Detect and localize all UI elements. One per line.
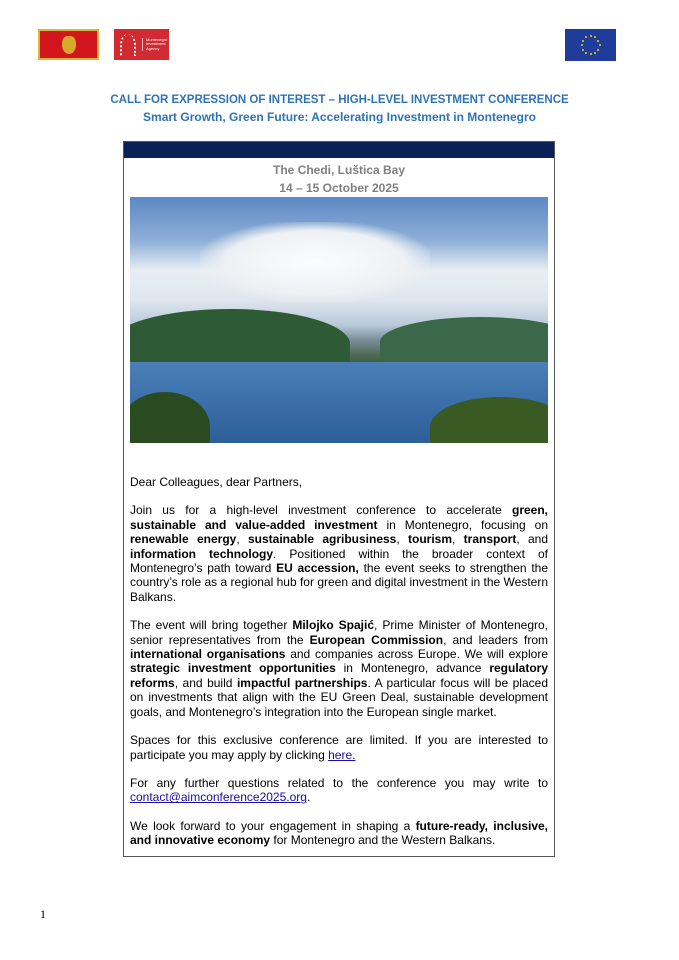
eu-flag-logo <box>565 29 616 61</box>
document-subtitle: Smart Growth, Green Future: Accelerating Investment in Montenegro <box>143 110 536 124</box>
text: , <box>236 532 248 547</box>
star-icon <box>585 52 587 54</box>
bold-text: European Commission <box>309 632 444 647</box>
paragraph <box>130 503 548 604</box>
bold-text: future-ready, inclusive, and innovative economy <box>130 818 549 848</box>
text: . Positioned within the broader context of Montenegro’s path toward <box>130 546 548 576</box>
star-icon <box>597 40 599 42</box>
star-icon <box>597 49 599 51</box>
paragraph <box>130 733 548 762</box>
paragraph <box>130 618 548 719</box>
text: , and leaders from <box>443 632 548 647</box>
paragraph <box>130 776 548 805</box>
bay-landscape-photo <box>130 197 548 443</box>
letter-body <box>130 475 548 862</box>
text: , and build <box>174 675 237 690</box>
paragraph <box>130 819 548 848</box>
text: The event will bring together <box>130 618 293 633</box>
bold-text: international organisations <box>130 647 286 662</box>
bold-text: regulatory reforms <box>130 661 548 690</box>
investment-agency-logo: Montenegro Investment Agency <box>114 29 169 60</box>
text: , and <box>516 532 548 547</box>
bold-text: transport <box>463 532 517 547</box>
star-icon <box>590 35 592 37</box>
paragraph <box>130 475 548 489</box>
bold-text: renewable energy <box>130 532 237 547</box>
bold-text: EU accession, <box>276 561 359 576</box>
bold-text: strategic investment opportunities <box>130 661 336 676</box>
text: We look forward to your engagement in shaping a <box>130 818 416 833</box>
star-icon <box>594 36 596 38</box>
text: For any further questions related to the conference you may write to <box>130 775 548 790</box>
bold-text: Milojko Spajić <box>292 618 374 633</box>
text: the event seeks to strengthen the country’s role as a regional hub for green and digital investment in the Western Balkans. <box>130 561 549 604</box>
bold-text: impactful partnerships <box>236 675 368 690</box>
text: in Montenegro, advance <box>335 661 490 676</box>
text: in Montenegro, focusing on <box>377 517 548 532</box>
star-icon <box>599 44 601 46</box>
text: . <box>306 790 311 805</box>
bold-text: sustainable agribusiness <box>248 532 397 547</box>
text: , Prime Minister of Montenegro, senior representatives from the <box>130 618 548 647</box>
star-icon <box>594 52 596 54</box>
link[interactable]: here. <box>328 747 356 762</box>
text: Join us for a high-level investment conference to accelerate <box>130 503 512 518</box>
text: and companies across Europe. We will explore <box>285 647 548 662</box>
page-number: 1 <box>40 907 46 921</box>
agency-mark-icon <box>120 34 136 56</box>
text: Spaces for this exclusive conference are limited. If you are interested to participate you may apply by clicking <box>130 733 548 762</box>
invitation-box <box>123 141 555 857</box>
document-title: CALL FOR EXPRESSION OF INTEREST – HIGH-LEVEL INVESTMENT CONFERENCE <box>110 94 569 106</box>
star-icon <box>582 40 584 42</box>
text: for Montenegro and the Western Balkans. <box>270 833 496 848</box>
eagle-emblem-icon <box>62 36 76 54</box>
event-venue: The Chedi, Luštica Bay <box>272 163 406 177</box>
text: , <box>396 532 408 547</box>
star-icon <box>590 53 592 55</box>
event-dates: 14 – 15 October 2025 <box>279 181 399 195</box>
text: , <box>452 532 464 547</box>
header-bar <box>124 142 554 158</box>
bold-text: green, sustainable and value-added investment <box>130 503 548 532</box>
star-icon <box>585 36 587 38</box>
star-icon <box>581 44 583 46</box>
star-icon <box>582 49 584 51</box>
bold-text: tourism <box>408 532 453 547</box>
montenegro-flag-logo <box>38 29 99 60</box>
bold-text: information technology <box>130 546 274 561</box>
text: . A particular focus will be placed on investments that align with the EU Green Deal, sustainable development goals, and Montenegro’s integration into the European single market. <box>130 675 548 719</box>
text: Dear Colleagues, dear Partners, <box>130 475 303 489</box>
link[interactable]: contact@aimconference2025.org <box>130 790 307 805</box>
